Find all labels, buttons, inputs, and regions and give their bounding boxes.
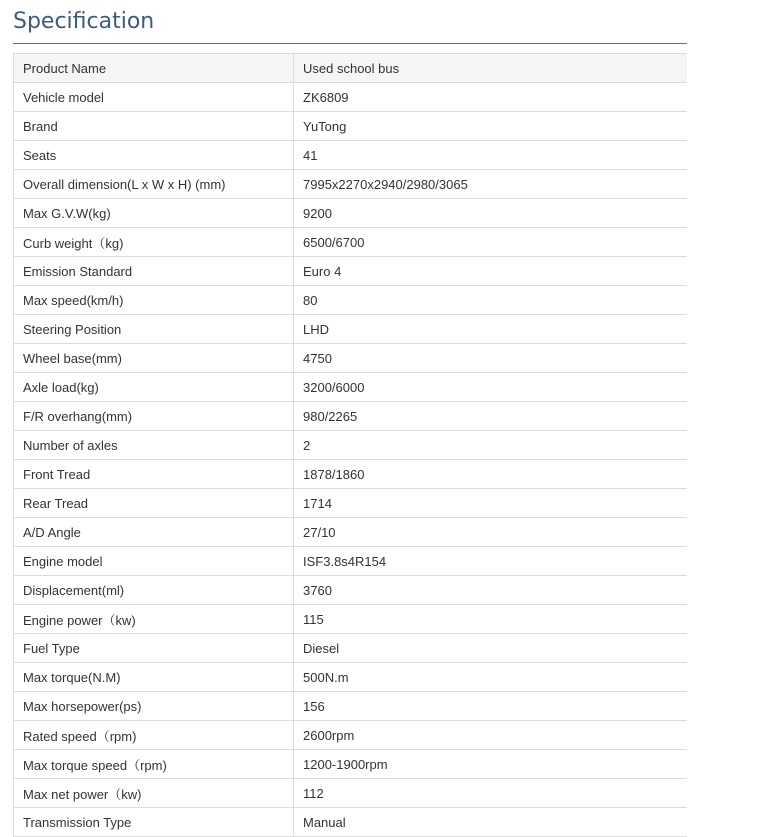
spec-row [14,431,688,460]
spec-row [14,634,688,663]
spec-value: 27/10 [294,518,688,547]
spec-row [14,605,688,634]
spec-label: Engine model [14,547,294,576]
spec-label: Rated speed（rpm) [14,721,294,750]
spec-row [14,489,688,518]
spec-label: Max torque speed（rpm) [14,750,294,779]
spec-value: 1200-1900rpm [294,750,688,779]
spec-value: LHD [294,315,688,344]
spec-label: Seats [14,141,294,170]
spec-value: Diesel [294,634,688,663]
spec-row [14,141,688,170]
spec-row [14,663,688,692]
spec-row [14,257,688,286]
spec-label: Number of axles [14,431,294,460]
spec-value: 41 [294,141,688,170]
spec-value: 115 [294,605,688,634]
spec-label: Emission Standard [14,257,294,286]
spec-row [14,199,688,228]
spec-row [14,112,688,141]
spec-value: 2600rpm [294,721,688,750]
spec-row [14,750,688,779]
spec-value: 80 [294,286,688,315]
spec-value: 3200/6000 [294,373,688,402]
spec-row [14,373,688,402]
spec-label: Fuel Type [14,634,294,663]
spec-value: 7995x2270x2940/2980/3065 [294,170,688,199]
spec-label: Brand [14,112,294,141]
spec-label: Vehicle model [14,83,294,112]
spec-label: F/R overhang(mm) [14,402,294,431]
spec-table-body [14,54,688,837]
spec-value: 6500/6700 [294,228,688,257]
spec-value: 980/2265 [294,402,688,431]
spec-value: 500N.m [294,663,688,692]
spec-row [14,83,688,112]
spec-value: 2 [294,431,688,460]
spec-label: Max speed(km/h) [14,286,294,315]
spec-value: ZK6809 [294,83,688,112]
spec-label: Wheel base(mm) [14,344,294,373]
spec-row [14,460,688,489]
title-divider [13,43,687,44]
spec-row [14,286,688,315]
spec-label: Steering Position [14,315,294,344]
spec-label: Curb weight（kg) [14,228,294,257]
spec-value: 1714 [294,489,688,518]
spec-label: Max torque(N.M) [14,663,294,692]
section-title: Specification [13,9,155,34]
spec-row [14,518,688,547]
spec-label: Front Tread [14,460,294,489]
spec-row [14,54,688,83]
spec-row [14,170,688,199]
spec-value: YuTong [294,112,688,141]
spec-label: Engine power（kw) [14,605,294,634]
spec-row [14,344,688,373]
spec-row [14,547,688,576]
spec-label: A/D Angle [14,518,294,547]
spec-value: ISF3.8s4R154 [294,547,688,576]
spec-label: Overall dimension(L x W x H) (mm) [14,170,294,199]
spec-row [14,721,688,750]
spec-label: Axle load(kg) [14,373,294,402]
spec-table [13,53,687,837]
spec-value: Used school bus [294,54,688,83]
spec-row [14,692,688,721]
spec-row [14,315,688,344]
spec-row [14,779,688,808]
spec-row [14,808,688,837]
spec-row [14,576,688,605]
spec-value: Euro 4 [294,257,688,286]
spec-value: 9200 [294,199,688,228]
spec-row [14,228,688,257]
spec-value: 112 [294,779,688,808]
spec-value: 156 [294,692,688,721]
spec-value: 3760 [294,576,688,605]
spec-label: Product Name [14,54,294,83]
spec-label: Rear Tread [14,489,294,518]
spec-label: Transmission Type [14,808,294,837]
spec-value: 1878/1860 [294,460,688,489]
spec-value: 4750 [294,344,688,373]
spec-label: Max horsepower(ps) [14,692,294,721]
spec-value: Manual [294,808,688,837]
spec-row [14,402,688,431]
spec-label: Max net power（kw) [14,779,294,808]
spec-label: Max G.V.W(kg) [14,199,294,228]
spec-label: Displacement(ml) [14,576,294,605]
